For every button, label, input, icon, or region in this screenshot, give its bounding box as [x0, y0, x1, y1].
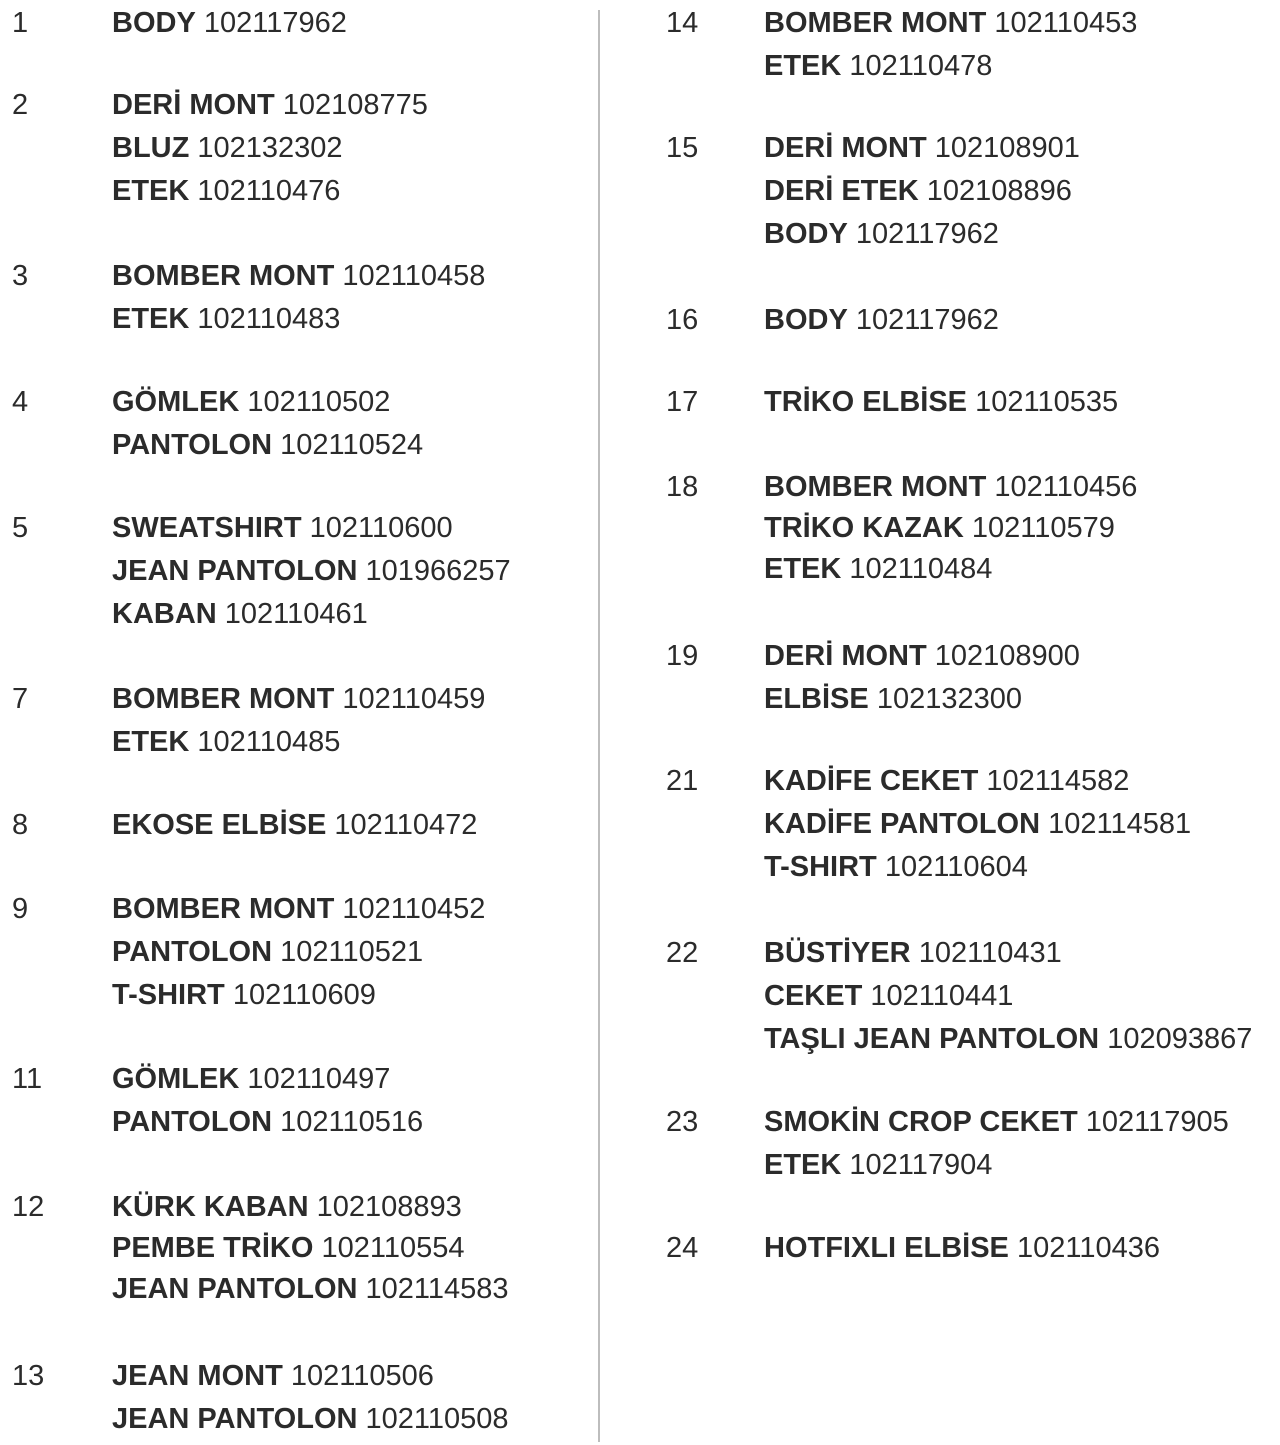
item-line — [764, 975, 1252, 1018]
item-name: JEAN PANTOLON — [112, 1273, 358, 1305]
item-code: 102110485 — [197, 726, 341, 758]
item-line — [112, 931, 485, 974]
item-code: 102114583 — [365, 1273, 509, 1305]
item-code: 102117962 — [855, 304, 999, 336]
item-name: BODY — [764, 218, 848, 250]
item-line — [112, 381, 423, 424]
item-code: 102110497 — [247, 1063, 391, 1095]
item-name: JEAN PANTOLON — [112, 555, 358, 587]
item-name: KADİFE PANTOLON — [764, 808, 1041, 840]
item-name: CEKET — [764, 980, 863, 1012]
item-line — [112, 170, 428, 213]
item-code: 102110483 — [197, 303, 341, 335]
item-name: BODY — [112, 7, 196, 39]
item-line — [764, 381, 1118, 424]
item-name: HOTFIXLI ELBİSE — [764, 1232, 1009, 1264]
entry-number: 3 — [12, 260, 29, 292]
entry-number: 22 — [666, 937, 699, 969]
item-code: 102117962 — [855, 218, 999, 250]
entry-number: 15 — [666, 132, 699, 164]
entry-items — [112, 1186, 509, 1309]
item-code: 102110579 — [971, 512, 1115, 544]
item-line — [112, 804, 477, 847]
entry-number: 23 — [666, 1106, 699, 1138]
item-code: 102108896 — [926, 175, 1072, 207]
item-code: 102110604 — [884, 851, 1028, 883]
item-code: 102110458 — [342, 260, 486, 292]
entry-items — [112, 804, 477, 847]
item-line — [764, 760, 1191, 803]
item-name: TAŞLI JEAN PANTOLON — [764, 1023, 1100, 1055]
item-code: 102110521 — [280, 936, 424, 968]
item-line — [764, 45, 1137, 88]
item-code: 102110472 — [334, 809, 478, 841]
item-line — [764, 299, 999, 342]
column-divider — [598, 10, 600, 1442]
entry-number: 14 — [666, 7, 699, 39]
entry-items — [112, 2, 347, 45]
item-line — [764, 466, 1137, 507]
item-name: ETEK — [112, 175, 190, 207]
item-name: DERİ MONT — [764, 132, 927, 164]
entry-items — [112, 1355, 509, 1441]
entry-number: 5 — [12, 512, 29, 544]
entry-items — [112, 255, 485, 341]
item-line — [112, 1101, 423, 1144]
item-code: 102110478 — [849, 50, 993, 82]
item-name: DERİ MONT — [764, 640, 927, 672]
item-line — [764, 803, 1191, 846]
item-line — [112, 127, 428, 170]
item-name: BLUZ — [112, 132, 190, 164]
item-line — [112, 888, 485, 931]
item-name: KÜRK KABAN — [112, 1191, 309, 1223]
item-code: 102110456 — [994, 471, 1138, 503]
entry-number: 2 — [12, 89, 29, 121]
item-line — [764, 548, 1137, 589]
item-line — [112, 255, 485, 298]
item-line — [112, 298, 485, 341]
item-name: TRİKO ELBİSE — [764, 386, 968, 418]
item-name: EKOSE ELBİSE — [112, 809, 327, 841]
item-line — [764, 2, 1137, 45]
item-line — [112, 84, 428, 127]
entry-number: 11 — [12, 1063, 43, 1095]
item-line — [112, 1398, 509, 1441]
item-code: 102110431 — [918, 937, 1062, 969]
entry-items — [764, 466, 1137, 589]
item-line — [764, 507, 1137, 548]
entry-number: 18 — [666, 471, 699, 503]
item-line — [112, 1268, 509, 1309]
item-name: SWEATSHIRT — [112, 512, 302, 544]
item-code: 102110516 — [280, 1106, 424, 1138]
entry-number: 12 — [12, 1191, 45, 1223]
item-code: 102132300 — [876, 683, 1022, 715]
item-line — [112, 974, 485, 1017]
item-name: JEAN PANTOLON — [112, 1403, 358, 1435]
item-code: 102110535 — [975, 386, 1119, 418]
item-code: 102110453 — [994, 7, 1138, 39]
item-name: ETEK — [764, 553, 842, 585]
item-code: 102108901 — [934, 132, 1080, 164]
item-line — [112, 1227, 509, 1268]
entry-number: 8 — [12, 809, 29, 841]
item-line — [112, 593, 511, 636]
entry-items — [112, 507, 511, 636]
item-line — [112, 721, 485, 764]
item-code: 102108893 — [316, 1191, 462, 1223]
item-name: GÖMLEK — [112, 1063, 240, 1095]
item-code: 102114581 — [1048, 808, 1192, 840]
item-name: PANTOLON — [112, 936, 273, 968]
item-code: 102110452 — [342, 893, 486, 925]
item-code: 102110441 — [870, 980, 1014, 1012]
item-name: KABAN — [112, 598, 217, 630]
item-line — [112, 550, 511, 593]
item-name: ETEK — [764, 1149, 842, 1181]
item-line — [764, 846, 1191, 889]
item-line — [112, 1355, 509, 1398]
entry-number: 17 — [666, 386, 699, 418]
item-code: 102117962 — [203, 7, 347, 39]
entry-items — [764, 127, 1080, 256]
item-name: ETEK — [112, 303, 190, 335]
entry-items — [764, 635, 1080, 721]
item-name: DERİ ETEK — [764, 175, 919, 207]
item-name: T-SHIRT — [764, 851, 877, 883]
item-code: 102110524 — [280, 429, 424, 461]
entry-number: 16 — [666, 304, 699, 336]
item-line — [112, 1186, 509, 1227]
item-name: PANTOLON — [112, 1106, 273, 1138]
item-line — [764, 127, 1080, 170]
item-line — [112, 507, 511, 550]
entry-number: 4 — [12, 386, 29, 418]
entry-items — [112, 84, 428, 213]
entry-items — [764, 299, 999, 342]
item-line — [764, 1227, 1160, 1270]
entry-number: 1 — [12, 7, 29, 39]
item-name: BOMBER MONT — [112, 260, 335, 292]
entry-items — [112, 381, 423, 467]
item-code: 102110476 — [197, 175, 341, 207]
item-name: GÖMLEK — [112, 386, 240, 418]
item-name: PEMBE TRİKO — [112, 1232, 314, 1264]
item-name: BODY — [764, 304, 848, 336]
item-code: 102110484 — [849, 553, 993, 585]
item-line — [112, 1058, 423, 1101]
item-name: ETEK — [112, 726, 190, 758]
entry-items — [764, 760, 1191, 889]
item-line — [764, 635, 1080, 678]
item-code: 102110506 — [290, 1360, 434, 1392]
entry-items — [764, 1227, 1160, 1270]
entry-items — [112, 678, 485, 764]
item-code: 102110461 — [224, 598, 368, 630]
item-line — [764, 678, 1080, 721]
entry-number: 24 — [666, 1232, 699, 1264]
item-name: ELBİSE — [764, 683, 869, 715]
entry-items — [764, 2, 1137, 88]
item-code: 102110554 — [321, 1232, 465, 1264]
item-name: SMOKİN CROP CEKET — [764, 1106, 1078, 1138]
item-code: 102108775 — [282, 89, 428, 121]
entry-items — [112, 1058, 423, 1144]
item-line — [764, 932, 1252, 975]
item-name: TRİKO KAZAK — [764, 512, 964, 544]
item-code: 102108900 — [934, 640, 1080, 672]
item-line — [112, 424, 423, 467]
item-line — [112, 678, 485, 721]
item-line — [764, 213, 1080, 256]
item-name: BOMBER MONT — [764, 471, 987, 503]
entry-number: 19 — [666, 640, 699, 672]
item-name: T-SHIRT — [112, 979, 225, 1011]
item-code: 102117904 — [849, 1149, 993, 1181]
item-line — [764, 1101, 1229, 1144]
entry-items — [764, 1101, 1229, 1187]
item-code: 102110459 — [342, 683, 486, 715]
item-line — [764, 1018, 1252, 1061]
item-code: 102093867 — [1107, 1023, 1253, 1055]
item-name: BÜSTİYER — [764, 937, 911, 969]
item-name: KADİFE CEKET — [764, 765, 979, 797]
item-code: 102114582 — [986, 765, 1130, 797]
item-name: DERİ MONT — [112, 89, 275, 121]
item-code: 102110502 — [247, 386, 391, 418]
item-line — [764, 170, 1080, 213]
item-name: PANTOLON — [112, 429, 273, 461]
entry-items — [764, 381, 1118, 424]
entry-number: 7 — [12, 683, 29, 715]
item-name: BOMBER MONT — [764, 7, 987, 39]
entry-number: 13 — [12, 1360, 45, 1392]
item-name: JEAN MONT — [112, 1360, 283, 1392]
item-code: 102132302 — [197, 132, 343, 164]
item-line — [764, 1144, 1229, 1187]
entry-number: 21 — [666, 765, 699, 797]
item-name: BOMBER MONT — [112, 893, 335, 925]
entry-items — [112, 888, 485, 1017]
item-code: 102110609 — [232, 979, 376, 1011]
item-code: 102117905 — [1085, 1106, 1229, 1138]
item-code: 101966257 — [365, 555, 511, 587]
item-line — [112, 2, 347, 45]
item-name: ETEK — [764, 50, 842, 82]
item-code: 102110436 — [1016, 1232, 1160, 1264]
item-name: BOMBER MONT — [112, 683, 335, 715]
entry-items — [764, 932, 1252, 1061]
entry-number: 9 — [12, 893, 29, 925]
item-code: 102110508 — [365, 1403, 509, 1435]
item-code: 102110600 — [309, 512, 453, 544]
